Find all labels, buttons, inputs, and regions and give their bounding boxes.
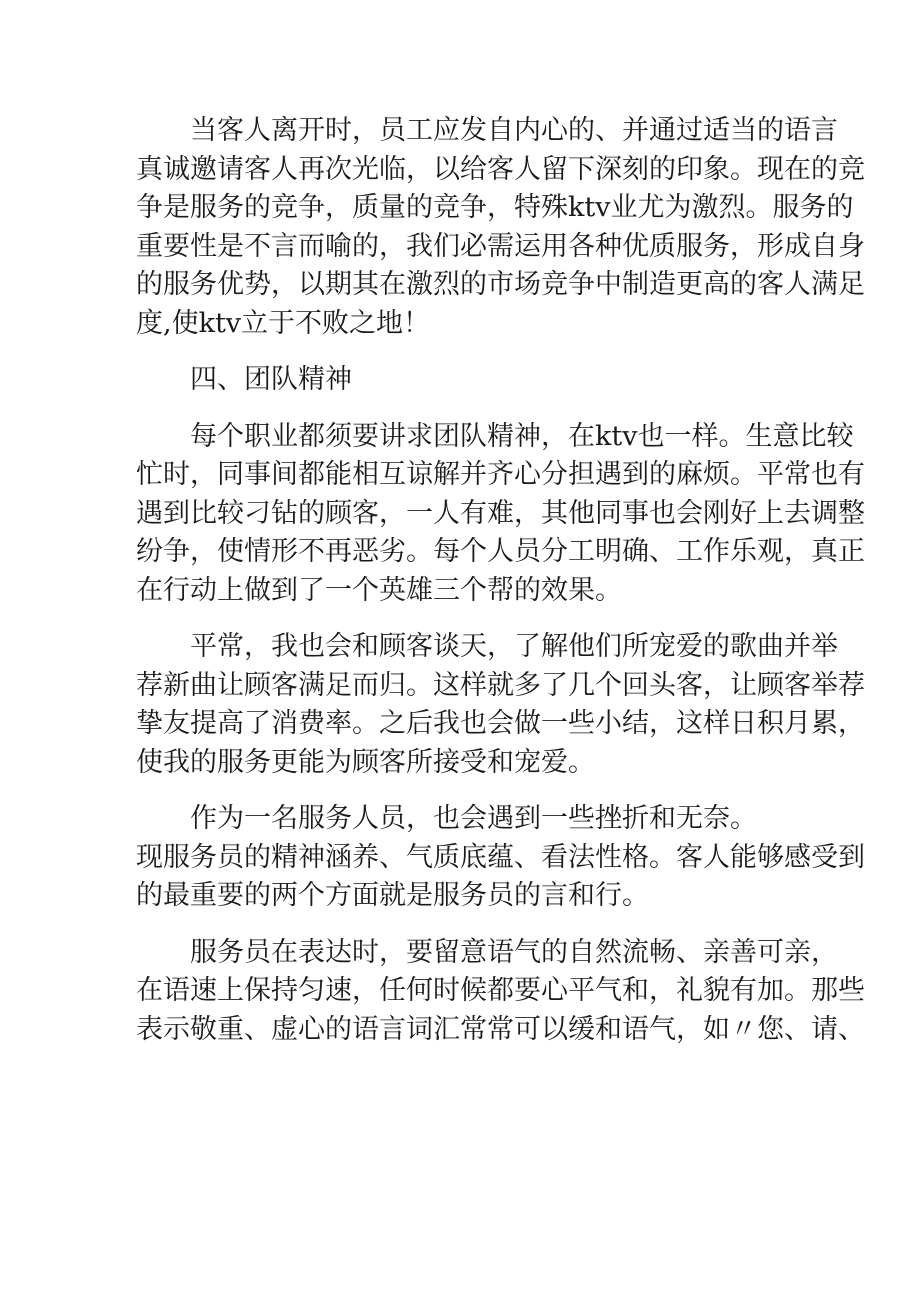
paragraph-speech-tone (136, 934, 865, 1050)
text-line: 现服务员的精神涵养、气质底蕴、看法性格。客人能够感受到 (136, 841, 865, 873)
paragraph-chat-with-customers (136, 628, 865, 782)
text-line: 服务员在表达时，要留意语气的自然流畅、亲善可亲， (190, 936, 838, 968)
text-line: 使我的服务更能为顾客所接受和宠爱。 (136, 746, 595, 778)
text-line: 作为一名服务人员，也会遇到一些挫折和无奈。 (190, 803, 757, 834)
paragraph-setbacks (136, 800, 865, 916)
paragraph-team-spirit (136, 418, 865, 611)
section-heading-team-spirit (136, 361, 796, 400)
text-line: 纷争，使情形不再恶劣。每个人员分工明确、工作乐观，真正 (136, 536, 865, 567)
text-line: 每个职业都须要讲求团队精神，在ktv也一样。生意比较 (190, 420, 854, 452)
text-line: 平常，我也会和顾客谈天，了解他们所宠爱的歌曲并举 (190, 631, 838, 662)
text-line: 忙时，同事间都能相互谅解并齐心分担遇到的麻烦。平常也有 (136, 459, 865, 490)
text-line: 重要性是不言而喻的，我们必需运用各种优质服务，形成自身 (136, 230, 865, 262)
text-line: 挚友提高了消费率。之后我也会做一些小结，这样日积月累， (136, 708, 865, 739)
text-line: 的最重要的两个方面就是服务员的言和行。 (136, 880, 649, 911)
text-line: 在语速上保持匀速，任何时候都要心平气和，礼貌有加。那些 (136, 975, 865, 1006)
document-body (136, 112, 865, 1049)
text-line: 的服务优势，以期其在激烈的市场竞争中制造更高的客人满足 (136, 269, 865, 300)
text-line: 争是服务的竞争，质量的竞争，特殊ktv业尤为激烈。服务的 (136, 192, 854, 223)
text-line: 荐新曲让顾客满足而归。这样就多了几个回头客，让顾客举荐 (136, 669, 865, 701)
paragraph-closing-service (136, 112, 865, 343)
text-line: 遇到比较刁钻的顾客，一人有难，其他同事也会刚好上去调整 (136, 497, 865, 529)
text-line: 在行动上做到了一个英雄三个帮的效果。 (136, 574, 622, 606)
text-line: 度,使ktv立于不败之地！ (136, 307, 431, 339)
text-line: 当客人离开时，员工应发自内心的、并通过适当的语言 (190, 115, 838, 146)
section-heading: 四、团队精神 (190, 364, 352, 395)
text-line: 真诚邀请客人再次光临，以给客人留下深刻的印象。现在的竞 (136, 153, 865, 185)
text-line: 表示敬重、虚心的语言词汇常常可以缓和语气，如〃您、请、 (136, 1013, 865, 1045)
